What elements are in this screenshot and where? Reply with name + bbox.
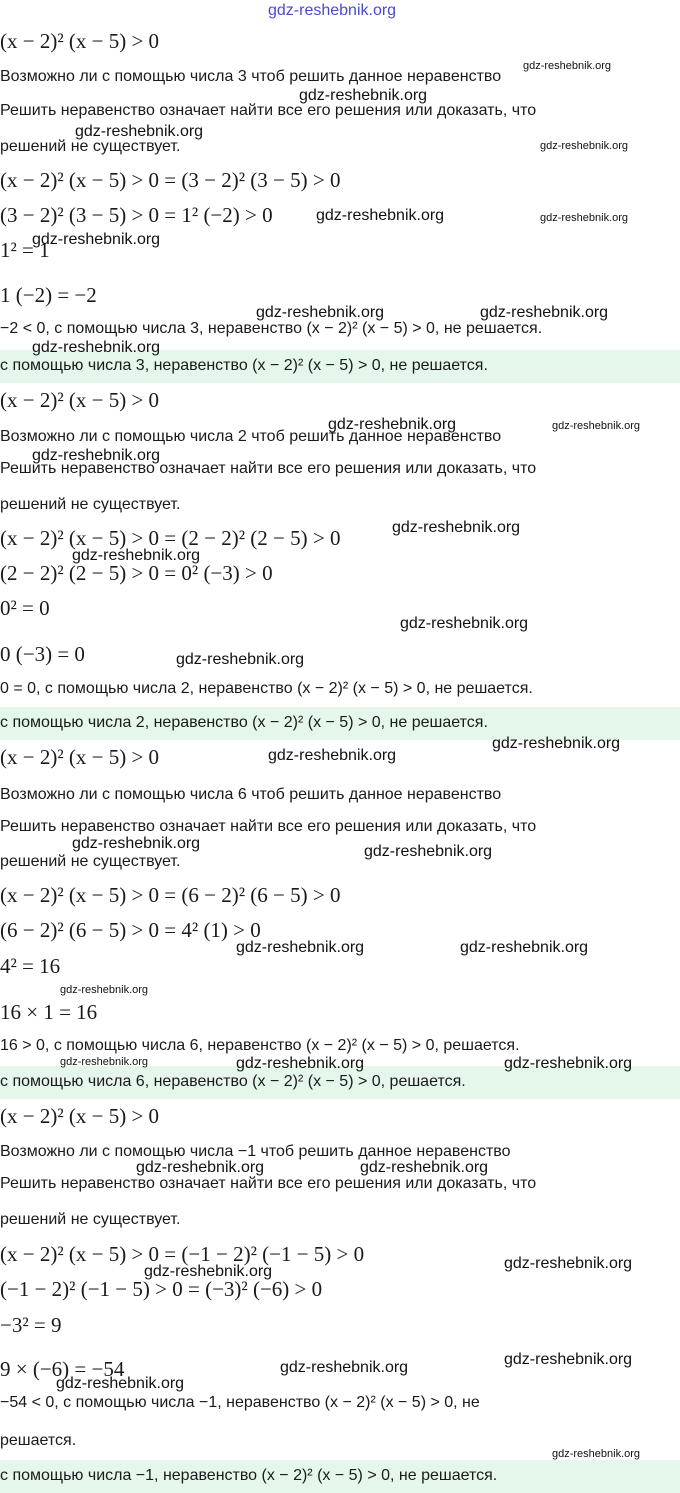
definition-line-1: Решить неравенство означает найти все его решения или доказать, что <box>0 818 537 835</box>
watermark: gdz-reshebnik.org <box>268 2 397 19</box>
watermark: gdz-reshebnik.org <box>72 835 201 852</box>
watermark: gdz-reshebnik.org <box>299 87 428 104</box>
inequality: (x − 2)² (x − 5) > 0 <box>0 388 160 412</box>
solution-step: (6 − 2)² (6 − 5) > 0 = 4² (1) > 0 <box>0 918 261 942</box>
solution-step: (x − 2)² (x − 5) > 0 = (−1 − 2)² (−1 − 5) > 0 <box>0 1242 365 1266</box>
solution-step: (3 − 2)² (3 − 5) > 0 = 1² (−2) > 0 <box>0 203 273 227</box>
watermark: gdz-reshebnik.org <box>523 60 612 72</box>
watermark: gdz-reshebnik.org <box>492 735 621 752</box>
watermark: gdz-reshebnik.org <box>504 1255 633 1272</box>
watermark: gdz-reshebnik.org <box>32 231 161 248</box>
definition-line-2: решений не существует. <box>0 1211 181 1228</box>
watermark: gdz-reshebnik.org <box>504 1351 633 1368</box>
question: Возможно ли с помощью числа 2 чтоб решить данное неравенство <box>0 428 502 445</box>
watermark: gdz-reshebnik.org <box>32 339 161 356</box>
conclusion: 0 = 0, с помощью числа 2, неравенство (x − 2)² (x − 5) > 0, не решается. <box>0 680 533 697</box>
watermark: gdz-reshebnik.org <box>480 304 609 321</box>
watermark: gdz-reshebnik.org <box>236 939 365 956</box>
solution-step: (x − 2)² (x − 5) > 0 = (6 − 2)² (6 − 5) > 0 <box>0 883 341 907</box>
conclusion: 16 > 0, с помощью числа 6, неравенство (x − 2)² (x − 5) > 0, решается. <box>0 1037 520 1054</box>
watermark: gdz-reshebnik.org <box>280 1359 409 1376</box>
watermark: gdz-reshebnik.org <box>540 212 629 224</box>
definition-line-2: решений не существует. <box>0 853 181 870</box>
solution-step: 0² = 0 <box>0 596 50 620</box>
watermark: gdz-reshebnik.org <box>504 1055 633 1072</box>
watermark: gdz-reshebnik.org <box>236 1055 365 1072</box>
watermark: gdz-reshebnik.org <box>392 519 521 536</box>
watermark: gdz-reshebnik.org <box>400 615 529 632</box>
watermark: gdz-reshebnik.org <box>56 1375 185 1392</box>
watermark: gdz-reshebnik.org <box>75 123 204 140</box>
watermark: gdz-reshebnik.org <box>316 207 445 224</box>
inequality: (x − 2)² (x − 5) > 0 <box>0 29 160 53</box>
solution-step: (x − 2)² (x − 5) > 0 = (2 − 2)² (2 − 5) > 0 <box>0 526 341 550</box>
solution-step: (x − 2)² (x − 5) > 0 = (3 − 2)² (3 − 5) > 0 <box>0 168 341 192</box>
definition-line-1: Решить неравенство означает найти все его решения или доказать, что <box>0 102 537 119</box>
solution-step: 9 × (−6) = −54 <box>0 1357 125 1381</box>
watermark: gdz-reshebnik.org <box>256 304 385 321</box>
watermark: gdz-reshebnik.org <box>360 1159 489 1176</box>
watermark: gdz-reshebnik.org <box>60 1056 149 1068</box>
inequality: (x − 2)² (x − 5) > 0 <box>0 1104 160 1128</box>
watermark: gdz-reshebnik.org <box>136 1159 265 1176</box>
question: Возможно ли с помощью числа 3 чтоб решить данное неравенство <box>0 68 502 85</box>
conclusion: −54 < 0, с помощью числа −1, неравенство (x − 2)² (x − 5) > 0, не <box>0 1394 480 1411</box>
watermark: gdz-reshebnik.org <box>540 140 629 152</box>
question: Возможно ли с помощью числа 6 чтоб решить данное неравенство <box>0 786 502 803</box>
watermark: gdz-reshebnik.org <box>72 547 201 564</box>
watermark: gdz-reshebnik.org <box>552 1448 641 1460</box>
watermark: gdz-reshebnik.org <box>328 416 457 433</box>
watermark: gdz-reshebnik.org <box>144 1263 273 1280</box>
conclusion: решается. <box>0 1432 77 1449</box>
definition-line-1: Решить неравенство означает найти все его решения или доказать, что <box>0 460 537 477</box>
definition-line-2: решений не существует. <box>0 496 181 513</box>
solution-step: −3² = 9 <box>0 1313 62 1337</box>
solution-step: 1 (−2) = −2 <box>0 283 97 307</box>
answer: с помощью числа 6, неравенство (x − 2)² (x − 5) > 0, решается. <box>0 1073 466 1090</box>
watermark: gdz-reshebnik.org <box>460 939 589 956</box>
watermark: gdz-reshebnik.org <box>364 843 493 860</box>
solution-step: 16 × 1 = 16 <box>0 1000 98 1024</box>
conclusion: −2 < 0, с помощью числа 3, неравенство (x − 2)² (x − 5) > 0, не решается. <box>0 320 543 337</box>
answer: с помощью числа −1, неравенство (x − 2)² (x − 5) > 0, не решается. <box>0 1467 498 1484</box>
answer: с помощью числа 2, неравенство (x − 2)² (x − 5) > 0, не решается. <box>0 714 488 731</box>
definition-line-2: решений не существует. <box>0 138 181 155</box>
question: Возможно ли с помощью числа −1 чтоб решить данное неравенство <box>0 1143 511 1160</box>
inequality: (x − 2)² (x − 5) > 0 <box>0 745 160 769</box>
solution-step: (2 − 2)² (2 − 5) > 0 = 0² (−3) > 0 <box>0 561 273 585</box>
watermark: gdz-reshebnik.org <box>176 651 305 668</box>
solution-step: 4² = 16 <box>0 954 61 978</box>
watermark: gdz-reshebnik.org <box>552 420 641 432</box>
solution-step: 1² = 1 <box>0 238 50 262</box>
watermark: gdz-reshebnik.org <box>60 984 149 996</box>
watermark: gdz-reshebnik.org <box>32 447 161 464</box>
answer: с помощью числа 3, неравенство (x − 2)² (x − 5) > 0, не решается. <box>0 357 488 374</box>
solution-step: 0 (−3) = 0 <box>0 642 85 666</box>
definition-line-1: Решить неравенство означает найти все его решения или доказать, что <box>0 1175 537 1192</box>
watermark: gdz-reshebnik.org <box>268 747 397 764</box>
solution-step: (−1 − 2)² (−1 − 5) > 0 = (−3)² (−6) > 0 <box>0 1277 323 1301</box>
